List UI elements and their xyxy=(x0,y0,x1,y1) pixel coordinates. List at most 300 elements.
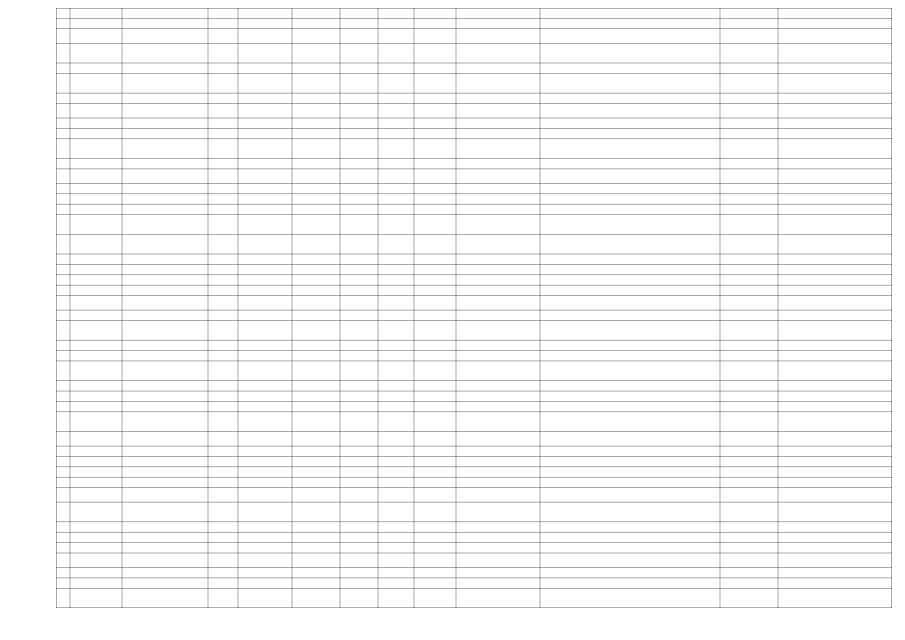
table-cell xyxy=(71,503,121,521)
table-cell xyxy=(57,382,69,390)
table-cell xyxy=(57,184,69,192)
table-cell xyxy=(293,255,339,263)
table-cell xyxy=(239,286,291,294)
table-cell xyxy=(379,205,413,213)
table-cell xyxy=(721,589,777,607)
table-cell xyxy=(71,569,121,577)
table-cell xyxy=(293,589,339,607)
table-cell xyxy=(457,392,539,400)
table-cell xyxy=(123,523,207,531)
table-cell xyxy=(779,468,891,476)
table-cell xyxy=(779,105,891,118)
table-cell xyxy=(293,341,339,349)
table-cell xyxy=(415,205,455,213)
table-cell xyxy=(721,170,777,183)
table-cell xyxy=(239,503,291,521)
table-cell xyxy=(71,297,121,310)
table-cell xyxy=(721,140,777,158)
table-cell xyxy=(721,205,777,213)
table-cell xyxy=(123,297,207,310)
table-cell xyxy=(457,311,539,319)
table-cell xyxy=(57,544,69,552)
table-cell xyxy=(239,30,291,43)
table-cell xyxy=(457,297,539,310)
table-cell xyxy=(71,30,121,43)
table-cell xyxy=(415,341,455,349)
table-cell xyxy=(721,235,777,253)
table-cell xyxy=(123,352,207,360)
table-cell xyxy=(379,433,413,446)
table-cell xyxy=(123,362,207,380)
table-cell xyxy=(293,311,339,319)
table-cell xyxy=(57,569,69,577)
table-cell xyxy=(341,255,377,263)
table-cell xyxy=(71,413,121,431)
table-cell xyxy=(293,64,339,72)
table-cell xyxy=(293,105,339,118)
table-cell xyxy=(541,402,719,410)
table-cell xyxy=(779,195,891,203)
table-cell xyxy=(209,392,237,400)
table-cell xyxy=(239,140,291,158)
table-cell xyxy=(123,160,207,168)
table-cell xyxy=(239,265,291,273)
table-cell xyxy=(341,554,377,567)
table-cell xyxy=(239,129,291,137)
table-cell xyxy=(57,457,69,465)
table-cell xyxy=(123,19,207,27)
table-cell xyxy=(341,569,377,577)
table-cell xyxy=(123,569,207,577)
table-cell xyxy=(379,44,413,62)
table-cell xyxy=(721,276,777,284)
table-cell xyxy=(71,205,121,213)
table-cell xyxy=(541,129,719,137)
table-cell xyxy=(239,478,291,486)
table-cell xyxy=(721,119,777,127)
table-cell xyxy=(239,352,291,360)
table-cell xyxy=(123,119,207,127)
table-cell xyxy=(341,44,377,62)
table-cell xyxy=(71,276,121,284)
table-cell xyxy=(341,94,377,102)
table-cell xyxy=(415,362,455,380)
table-cell xyxy=(239,447,291,455)
table-cell xyxy=(57,195,69,203)
table-cell xyxy=(57,129,69,137)
table-cell xyxy=(415,297,455,310)
table-cell xyxy=(415,489,455,502)
table-cell xyxy=(123,265,207,273)
table-cell xyxy=(341,216,377,234)
table-cell xyxy=(123,64,207,72)
table-cell xyxy=(293,30,339,43)
table-cell xyxy=(123,341,207,349)
table-cell xyxy=(209,160,237,168)
table-cell xyxy=(239,402,291,410)
table-cell xyxy=(123,105,207,118)
table-cell xyxy=(123,382,207,390)
table-cell xyxy=(379,235,413,253)
table-cell xyxy=(293,457,339,465)
table-cell xyxy=(341,503,377,521)
table-cell xyxy=(779,119,891,127)
table-cell xyxy=(541,74,719,92)
table-cell xyxy=(341,589,377,607)
table-cell xyxy=(123,321,207,339)
table-cell xyxy=(123,413,207,431)
table-cell xyxy=(779,286,891,294)
table-cell xyxy=(779,64,891,72)
table-cell xyxy=(293,321,339,339)
table-cell xyxy=(71,321,121,339)
table-cell xyxy=(293,205,339,213)
table-cell xyxy=(57,554,69,567)
table-cell xyxy=(541,216,719,234)
table-cell xyxy=(123,286,207,294)
table-cell xyxy=(123,74,207,92)
table-cell xyxy=(415,579,455,587)
table-cell xyxy=(239,311,291,319)
table-cell xyxy=(209,468,237,476)
table-cell xyxy=(293,44,339,62)
table-cell xyxy=(379,478,413,486)
table-cell xyxy=(541,119,719,127)
table-cell xyxy=(721,30,777,43)
table-cell xyxy=(379,341,413,349)
table-cell xyxy=(71,160,121,168)
table-cell xyxy=(57,19,69,27)
table-cell xyxy=(57,392,69,400)
table-cell xyxy=(123,276,207,284)
table-cell xyxy=(457,9,539,17)
table-cell xyxy=(293,533,339,541)
table-cell xyxy=(415,74,455,92)
table-cell xyxy=(293,140,339,158)
table-cell xyxy=(415,352,455,360)
table-cell xyxy=(209,352,237,360)
table-cell xyxy=(239,276,291,284)
table-cell xyxy=(341,579,377,587)
table-cell xyxy=(293,276,339,284)
table-cell xyxy=(209,523,237,531)
table-cell xyxy=(457,503,539,521)
table-cell xyxy=(209,286,237,294)
table-cell xyxy=(457,265,539,273)
table-cell xyxy=(379,468,413,476)
table-cell xyxy=(123,205,207,213)
table-cell xyxy=(123,140,207,158)
table-cell xyxy=(415,94,455,102)
table-cell xyxy=(415,457,455,465)
table-cell xyxy=(71,94,121,102)
table-cell xyxy=(457,129,539,137)
table-cell xyxy=(209,74,237,92)
table-cell xyxy=(71,362,121,380)
table-cell xyxy=(779,447,891,455)
table-cell xyxy=(293,119,339,127)
table-cell xyxy=(721,392,777,400)
table-cell xyxy=(721,352,777,360)
table-cell xyxy=(123,184,207,192)
table-cell xyxy=(721,255,777,263)
table-cell xyxy=(209,533,237,541)
table-cell xyxy=(457,119,539,127)
table-cell xyxy=(541,457,719,465)
table-cell xyxy=(341,184,377,192)
table-cell xyxy=(57,533,69,541)
table-cell xyxy=(123,255,207,263)
table-cell xyxy=(415,321,455,339)
table-cell xyxy=(341,478,377,486)
table-cell xyxy=(541,523,719,531)
table-cell xyxy=(239,579,291,587)
table-cell xyxy=(457,184,539,192)
table-cell xyxy=(721,297,777,310)
table-cell xyxy=(239,170,291,183)
table-cell xyxy=(779,184,891,192)
table-cell xyxy=(457,523,539,531)
table-cell xyxy=(779,352,891,360)
table-cell xyxy=(779,579,891,587)
table-cell xyxy=(57,297,69,310)
table-cell xyxy=(415,64,455,72)
table-cell xyxy=(541,44,719,62)
table-cell xyxy=(379,170,413,183)
table-cell xyxy=(71,119,121,127)
table-cell xyxy=(541,94,719,102)
table-cell xyxy=(541,64,719,72)
table-cell xyxy=(123,468,207,476)
table-cell xyxy=(721,129,777,137)
table-cell xyxy=(71,489,121,502)
table-cell xyxy=(341,413,377,431)
table-cell xyxy=(779,265,891,273)
table-cell xyxy=(341,362,377,380)
table-cell xyxy=(57,105,69,118)
table-cell xyxy=(123,544,207,552)
table-cell xyxy=(57,119,69,127)
table-cell xyxy=(415,119,455,127)
table-cell xyxy=(541,382,719,390)
table-cell xyxy=(239,433,291,446)
table-cell xyxy=(293,9,339,17)
table-cell xyxy=(779,457,891,465)
table-cell xyxy=(415,30,455,43)
table-cell xyxy=(415,569,455,577)
table-cell xyxy=(57,286,69,294)
table-cell xyxy=(71,184,121,192)
table-cell xyxy=(779,44,891,62)
table-cell xyxy=(779,297,891,310)
table-cell xyxy=(71,402,121,410)
table-cell xyxy=(415,19,455,27)
table-cell xyxy=(341,30,377,43)
table-cell xyxy=(209,362,237,380)
table-cell xyxy=(293,94,339,102)
table-cell xyxy=(379,105,413,118)
table-cell xyxy=(341,392,377,400)
table-cell xyxy=(457,286,539,294)
table-cell xyxy=(239,523,291,531)
table-cell xyxy=(721,311,777,319)
table-cell xyxy=(457,433,539,446)
table-cell xyxy=(415,523,455,531)
table-cell xyxy=(57,160,69,168)
table-cell xyxy=(239,19,291,27)
table-cell xyxy=(541,30,719,43)
table-cell xyxy=(779,160,891,168)
table-cell xyxy=(379,544,413,552)
table-cell xyxy=(541,362,719,380)
table-cell xyxy=(239,160,291,168)
table-cell xyxy=(341,160,377,168)
table-cell xyxy=(541,413,719,431)
table-cell xyxy=(239,382,291,390)
table-cell xyxy=(57,44,69,62)
table-cell xyxy=(721,503,777,521)
table-cell xyxy=(341,297,377,310)
table-cell xyxy=(57,341,69,349)
table-cell xyxy=(293,129,339,137)
table-cell xyxy=(379,195,413,203)
table-cell xyxy=(71,478,121,486)
table-cell xyxy=(123,44,207,62)
table-cell xyxy=(123,589,207,607)
table-cell xyxy=(239,64,291,72)
table-cell xyxy=(209,170,237,183)
table-cell xyxy=(721,94,777,102)
table-cell xyxy=(457,216,539,234)
table-cell xyxy=(415,533,455,541)
table-cell xyxy=(721,44,777,62)
table-cell xyxy=(239,255,291,263)
table-cell xyxy=(293,286,339,294)
table-cell xyxy=(379,286,413,294)
table-cell xyxy=(71,140,121,158)
table-cell xyxy=(293,160,339,168)
table-cell xyxy=(721,569,777,577)
table-cell xyxy=(209,235,237,253)
table-cell xyxy=(341,321,377,339)
table-cell xyxy=(239,362,291,380)
table-cell xyxy=(779,362,891,380)
table-cell xyxy=(209,382,237,390)
table-cell xyxy=(779,205,891,213)
table-cell xyxy=(779,569,891,577)
table-cell xyxy=(541,489,719,502)
table-cell xyxy=(457,533,539,541)
table-cell xyxy=(71,9,121,17)
table-cell xyxy=(123,235,207,253)
table-cell xyxy=(541,478,719,486)
table-cell xyxy=(379,297,413,310)
table-cell xyxy=(379,489,413,502)
table-cell xyxy=(379,362,413,380)
table-cell xyxy=(541,297,719,310)
table-cell xyxy=(209,140,237,158)
table-cell xyxy=(779,533,891,541)
table-cell xyxy=(457,468,539,476)
table-cell xyxy=(341,276,377,284)
table-cell xyxy=(779,554,891,567)
table-cell xyxy=(209,433,237,446)
table-cell xyxy=(209,402,237,410)
table-cell xyxy=(779,170,891,183)
table-cell xyxy=(457,321,539,339)
table-cell xyxy=(239,468,291,476)
table-cell xyxy=(209,195,237,203)
table-cell xyxy=(415,413,455,431)
table-cell xyxy=(71,265,121,273)
table-cell xyxy=(57,235,69,253)
table-cell xyxy=(123,30,207,43)
table-cell xyxy=(209,311,237,319)
table-cell xyxy=(721,533,777,541)
table-cell xyxy=(57,276,69,284)
table-cell xyxy=(341,311,377,319)
table-cell xyxy=(721,447,777,455)
table-cell xyxy=(379,9,413,17)
table-cell xyxy=(457,341,539,349)
table-cell xyxy=(209,544,237,552)
table-cell xyxy=(457,105,539,118)
table-cell xyxy=(341,205,377,213)
table-cell xyxy=(57,447,69,455)
table-cell xyxy=(71,216,121,234)
table-cell xyxy=(71,447,121,455)
table-cell xyxy=(341,544,377,552)
table-cell xyxy=(541,533,719,541)
table-cell xyxy=(239,569,291,577)
table-cell xyxy=(293,265,339,273)
table-cell xyxy=(415,184,455,192)
table-cell xyxy=(457,478,539,486)
table-cell xyxy=(123,503,207,521)
table-cell xyxy=(779,589,891,607)
table-cell xyxy=(209,129,237,137)
table-cell xyxy=(541,286,719,294)
table-cell xyxy=(123,554,207,567)
table-cell xyxy=(293,544,339,552)
table-cell xyxy=(721,382,777,390)
table-cell xyxy=(209,119,237,127)
table-cell xyxy=(541,311,719,319)
table-cell xyxy=(293,362,339,380)
table-cell xyxy=(379,140,413,158)
table-cell xyxy=(239,105,291,118)
table-cell xyxy=(779,433,891,446)
table-cell xyxy=(721,64,777,72)
table-cell xyxy=(71,533,121,541)
table-cell xyxy=(239,235,291,253)
table-cell xyxy=(293,554,339,567)
table-cell xyxy=(415,478,455,486)
table-cell xyxy=(779,489,891,502)
table-cell xyxy=(415,382,455,390)
table-cell xyxy=(379,184,413,192)
table-cell xyxy=(341,119,377,127)
table-cell xyxy=(293,184,339,192)
table-cell xyxy=(415,160,455,168)
table-cell xyxy=(341,105,377,118)
table-cell xyxy=(779,503,891,521)
table-cell xyxy=(57,589,69,607)
table-cell xyxy=(57,30,69,43)
table-cell xyxy=(209,30,237,43)
table-cell xyxy=(341,64,377,72)
table-cell xyxy=(57,311,69,319)
